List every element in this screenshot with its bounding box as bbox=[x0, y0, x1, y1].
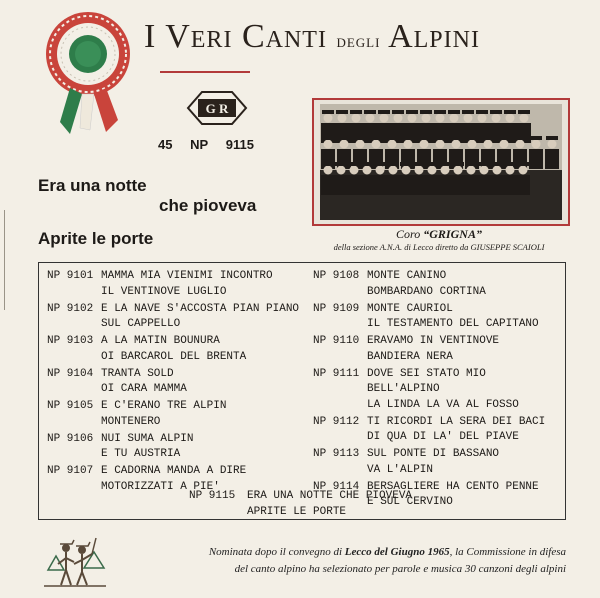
track-code: NP 9107 bbox=[47, 465, 94, 477]
choir-member-body bbox=[545, 149, 559, 169]
track-code: NP 9111 bbox=[313, 367, 360, 380]
choir-member bbox=[484, 140, 493, 149]
alpine-hat bbox=[322, 110, 334, 114]
track-title: DI QUA DI LA' DEL PIAVE bbox=[367, 431, 519, 443]
alpine-hat bbox=[361, 162, 373, 166]
track-np-9110 bbox=[313, 334, 563, 365]
choir-member bbox=[394, 114, 403, 123]
track-title: E TU AUSTRIA bbox=[101, 448, 181, 460]
choir-member bbox=[415, 166, 424, 175]
sleeve-edge bbox=[0, 210, 5, 310]
track-np-9106 bbox=[47, 432, 309, 463]
choir-member bbox=[420, 140, 429, 149]
choir-member-body bbox=[503, 175, 517, 195]
featured-song-a: Era una notte che pioveva bbox=[38, 176, 257, 215]
track-title: SUL PONTE DI BASSANO bbox=[367, 448, 500, 460]
track-title: BANDIERA NERA bbox=[367, 350, 453, 363]
alpine-hat bbox=[374, 162, 386, 166]
alpine-hat bbox=[530, 136, 542, 140]
alpine-hat bbox=[386, 136, 398, 140]
choir-member-body bbox=[399, 175, 413, 195]
alpine-hat bbox=[504, 110, 516, 114]
track-code: NP 9103 bbox=[47, 335, 94, 347]
alpine-hat bbox=[322, 162, 334, 166]
choir-member-body bbox=[451, 175, 465, 195]
track-np-9115: NP 9115 ERA UNA NOTTE CHE PIOVEVA APRITE LE PORTE bbox=[189, 490, 413, 518]
alpine-hat bbox=[426, 162, 438, 166]
alpine-hat bbox=[338, 136, 350, 140]
featured-song-b: Aprite le porte bbox=[38, 229, 154, 248]
choir-member bbox=[324, 166, 333, 175]
alpine-hat bbox=[364, 110, 376, 114]
track-np-9111 bbox=[313, 367, 563, 414]
track-np-9109 bbox=[313, 302, 563, 333]
track-code: NP 9108 bbox=[313, 270, 360, 282]
choir-member-body bbox=[360, 175, 374, 195]
choir-member-body bbox=[347, 175, 361, 195]
alpine-hat bbox=[335, 162, 347, 166]
track-code: NP 9114 bbox=[313, 480, 360, 493]
choir-member bbox=[350, 166, 359, 175]
choir-member bbox=[436, 114, 445, 123]
record-label-logo-icon bbox=[184, 88, 250, 128]
track-list bbox=[38, 262, 566, 520]
choir-member bbox=[467, 166, 476, 175]
track-title: MONTENERO bbox=[101, 415, 161, 428]
alpine-hat bbox=[490, 110, 502, 114]
choir-member-body bbox=[490, 175, 504, 195]
alpine-hat bbox=[392, 110, 404, 114]
track-title: MOTORIZZATI A PIE' bbox=[101, 480, 220, 493]
choir-member bbox=[324, 140, 333, 149]
track-np-9108 bbox=[313, 269, 563, 300]
track-np-9112 bbox=[313, 415, 563, 446]
alpine-hat bbox=[462, 110, 474, 114]
track-np-9102 bbox=[47, 302, 309, 333]
track-title: A LA MATIN BOUNURA bbox=[101, 335, 220, 347]
choir-member-body bbox=[412, 175, 426, 195]
choir-member-body bbox=[386, 175, 400, 195]
track-title: OI BARCAROL DEL BRENTA bbox=[101, 350, 247, 363]
choir-member bbox=[506, 166, 515, 175]
track-title: BOMBARDANO CORTINA bbox=[367, 285, 486, 298]
choir-member bbox=[337, 166, 346, 175]
track-np-9113 bbox=[313, 447, 563, 478]
choir-member bbox=[338, 114, 347, 123]
track-code: NP 9109 bbox=[313, 302, 360, 315]
choir-photo-image bbox=[314, 100, 568, 224]
catalog-number: 45 NP 9115 bbox=[158, 137, 254, 152]
track-title: IL VENTINOVE LUGLIO bbox=[101, 285, 227, 298]
track-title: MONTE CANINO bbox=[367, 270, 447, 282]
alpine-hat bbox=[434, 136, 446, 140]
alpine-hat bbox=[452, 162, 464, 166]
choir-member bbox=[516, 140, 525, 149]
alpine-hat bbox=[370, 136, 382, 140]
track-title: TI RICORDI LA SERA DEI BACI bbox=[367, 415, 546, 428]
alpine-hat bbox=[514, 136, 526, 140]
choir-member bbox=[356, 140, 365, 149]
choir-member bbox=[492, 114, 501, 123]
alpine-hat bbox=[517, 162, 529, 166]
alpine-hat bbox=[518, 110, 530, 114]
choir-member bbox=[324, 114, 333, 123]
choir-member bbox=[464, 114, 473, 123]
choir-member bbox=[404, 140, 413, 149]
choir-member bbox=[352, 114, 361, 123]
choir-member bbox=[380, 114, 389, 123]
label-logo-text: G R bbox=[205, 101, 229, 116]
alpine-hat bbox=[439, 162, 451, 166]
alpine-hat bbox=[504, 162, 516, 166]
choir-member bbox=[389, 166, 398, 175]
choir-member bbox=[388, 140, 397, 149]
track-title: IL TESTAMENTO DEL CAPITANO bbox=[367, 318, 539, 330]
choir-member bbox=[532, 140, 541, 149]
track-code: NP 9113 bbox=[313, 448, 360, 460]
choir-member-body bbox=[477, 175, 491, 195]
choir-member bbox=[408, 114, 417, 123]
choir-member bbox=[452, 140, 461, 149]
choir-member bbox=[450, 114, 459, 123]
choir-photo bbox=[312, 98, 570, 226]
choir-member bbox=[478, 114, 487, 123]
choir-member bbox=[402, 166, 411, 175]
track-title: TRANTA SOLD bbox=[101, 367, 174, 380]
choir-member-body bbox=[334, 175, 348, 195]
choir-member bbox=[480, 166, 489, 175]
choir-member-body bbox=[464, 175, 478, 195]
track-title: MONTE CAURIOL bbox=[367, 302, 453, 315]
track-code: NP 9104 bbox=[47, 367, 94, 380]
choir-member bbox=[506, 114, 515, 123]
choir-member bbox=[428, 166, 437, 175]
choir-member-body bbox=[425, 175, 439, 195]
alpine-hat bbox=[498, 136, 510, 140]
track-title: LA LINDA LA VA AL FOSSO bbox=[367, 398, 519, 411]
track-title: DOVE SEI STATO MIO bbox=[367, 367, 486, 380]
alpine-hat bbox=[378, 110, 390, 114]
track-np-9104 bbox=[47, 367, 309, 398]
alpine-hat bbox=[418, 136, 430, 140]
track-code: NP 9105 bbox=[47, 400, 94, 412]
tricolor-rosette-icon bbox=[40, 10, 136, 136]
alpine-hat bbox=[546, 136, 558, 140]
choir-member bbox=[500, 140, 509, 149]
track-title: NUI SUMA ALPIN bbox=[101, 432, 194, 445]
alpine-hat bbox=[420, 110, 432, 114]
track-title: E CADORNA MANDA A DIRE bbox=[101, 465, 247, 477]
alpine-hat bbox=[348, 162, 360, 166]
alpine-hat bbox=[476, 110, 488, 114]
alpine-hat bbox=[448, 110, 460, 114]
choir-caption: Coro “GRIGNA” della sezione A.N.A. di Lecco diretto da GIUSEPPE SCAIOLI bbox=[333, 227, 545, 252]
choir-member bbox=[340, 140, 349, 149]
choir-member bbox=[436, 140, 445, 149]
track-np-9101 bbox=[47, 269, 309, 300]
alpine-hat bbox=[434, 110, 446, 114]
choir-member bbox=[366, 114, 375, 123]
track-column-left bbox=[47, 269, 309, 497]
title-underline bbox=[160, 71, 250, 73]
alpine-hat bbox=[465, 162, 477, 166]
album-title: I Veri Canti degli Alpini bbox=[144, 18, 480, 55]
alpine-hat bbox=[466, 136, 478, 140]
choir-member bbox=[493, 166, 502, 175]
alpine-hat bbox=[413, 162, 425, 166]
track-code: NP 9101 bbox=[47, 270, 94, 282]
choir-member-body bbox=[529, 149, 543, 169]
choir-member bbox=[548, 140, 557, 149]
alpine-hat bbox=[482, 136, 494, 140]
alpine-soldiers-illustration-icon bbox=[40, 530, 110, 590]
choir-member-body bbox=[373, 175, 387, 195]
choir-member bbox=[441, 166, 450, 175]
choir-member bbox=[454, 166, 463, 175]
track-title: VA L'ALPIN bbox=[367, 463, 434, 476]
choir-member-body bbox=[321, 175, 335, 195]
alpine-hat bbox=[336, 110, 348, 114]
choir-member bbox=[520, 114, 529, 123]
choir-member-body bbox=[438, 175, 452, 195]
track-title: E SUL CERVINO bbox=[367, 496, 453, 508]
choir-member bbox=[376, 166, 385, 175]
alpine-hat bbox=[491, 162, 503, 166]
alpine-hat bbox=[322, 136, 334, 140]
alpine-hat bbox=[387, 162, 399, 166]
choir-member bbox=[468, 140, 477, 149]
alpine-hat bbox=[400, 162, 412, 166]
choir-member bbox=[519, 166, 528, 175]
track-title: E C'ERANO TRE ALPIN bbox=[101, 400, 227, 412]
alpine-hat bbox=[350, 110, 362, 114]
track-code: NP 9112 bbox=[313, 415, 360, 428]
track-code: NP 9106 bbox=[47, 432, 94, 445]
track-title: BELL'ALPINO bbox=[367, 383, 440, 395]
alpine-hat bbox=[354, 136, 366, 140]
choir-member bbox=[372, 140, 381, 149]
choir-member-body bbox=[516, 175, 530, 195]
track-title: ERAVAMO IN VENTINOVE bbox=[367, 335, 500, 347]
track-code: NP 9102 bbox=[47, 302, 94, 315]
track-title: SUL CAPPELLO bbox=[101, 318, 181, 330]
track-np-9105 bbox=[47, 399, 309, 430]
alpine-hat bbox=[406, 110, 418, 114]
alpine-hat bbox=[450, 136, 462, 140]
alpine-hat bbox=[402, 136, 414, 140]
track-title: BERSAGLIERE HA CENTO PENNE bbox=[367, 480, 539, 493]
track-column-right bbox=[313, 269, 563, 512]
track-np-9103 bbox=[47, 334, 309, 365]
track-title: E LA NAVE S'ACCOSTA PIAN PIANO bbox=[101, 302, 300, 315]
track-title: OI CARA MAMMA bbox=[101, 383, 187, 395]
track-code: NP 9110 bbox=[313, 335, 360, 347]
track-title: MAMMA MIA VIENIMI INCONTRO bbox=[101, 270, 273, 282]
footer-note: Nominata dopo il convegno di Lecco del Giugno 1965, la Commissione in difesa del canto alpino ha selezionato per parole e musica 30 canzoni degli alpini bbox=[208, 546, 566, 575]
alpine-hat bbox=[478, 162, 490, 166]
choir-member bbox=[363, 166, 372, 175]
choir-member bbox=[422, 114, 431, 123]
